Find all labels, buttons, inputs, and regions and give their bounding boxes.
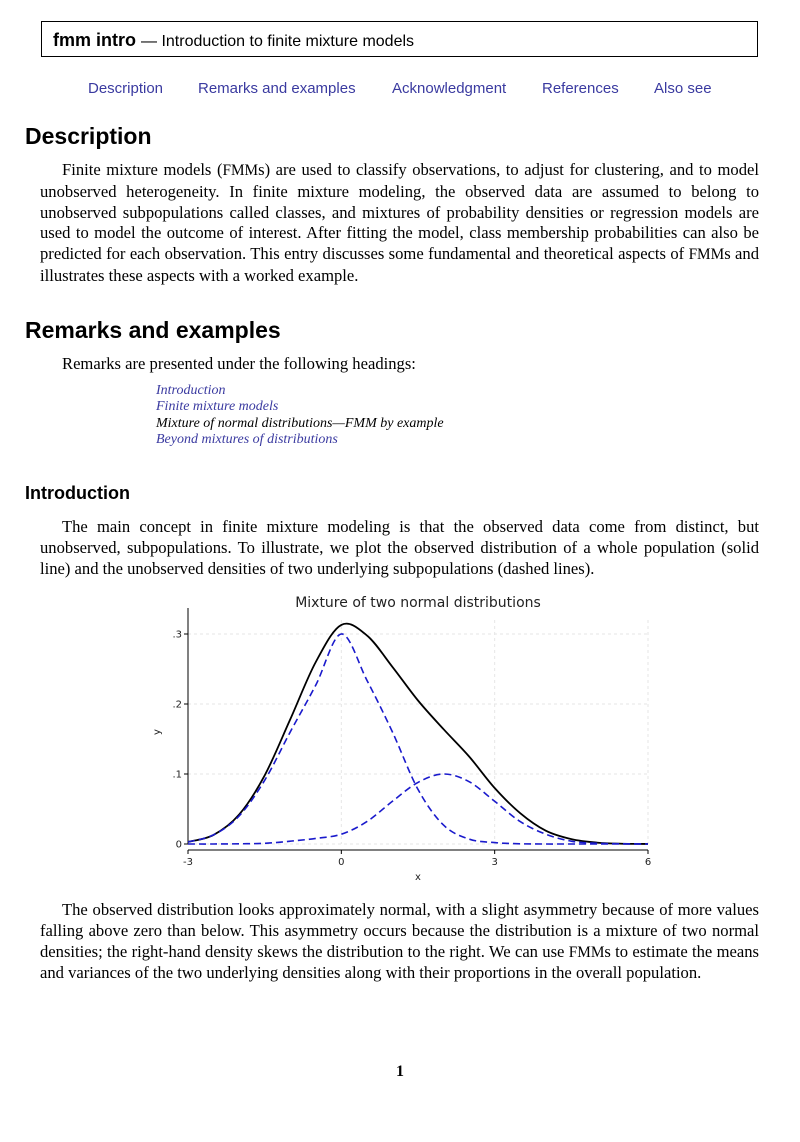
chart-grid bbox=[188, 620, 648, 844]
description-paragraph bbox=[40, 160, 759, 287]
introduction-paragraph-2 bbox=[40, 900, 759, 984]
series-subpopulation-density-line-1 bbox=[188, 634, 648, 844]
heading-link-finite-mixture-models[interactable]: Finite mixture models bbox=[156, 399, 279, 415]
x-tick-label: 0 bbox=[338, 857, 345, 868]
x-axis-label: x bbox=[415, 872, 421, 883]
page-number: 1 bbox=[396, 1063, 404, 1080]
remarks-heading: Remarks and examples bbox=[25, 317, 281, 343]
description-text-2: s) are used to classify observations, to adjust for clustering, and to model unobserved heterogeneity. In finite mixture modeling, the observed data are assumed to belong to unobserved subpopulations called classes, and mixtures of probability densities or regression models are used to model the outcome of interest. After fitting the model, class membership probabilities can also be predicted for each observation. This entry discusses some fundamental and theoretical aspects of bbox=[40, 160, 759, 264]
description-heading: Description bbox=[25, 123, 152, 149]
series-observed-density-line bbox=[188, 624, 648, 844]
nav-link-acknowledgment[interactable]: Acknowledgment bbox=[392, 80, 507, 97]
entry-subtitle: — Introduction to finite mixture models bbox=[141, 33, 415, 50]
nav-link-references[interactable]: References bbox=[542, 80, 619, 97]
introduction-heading: Introduction bbox=[25, 483, 130, 503]
x-tick-label: -3 bbox=[183, 857, 193, 868]
series-subpopulation-density-line-2 bbox=[188, 774, 648, 844]
x-tick-label: 6 bbox=[644, 857, 652, 868]
y-axis-label: y bbox=[152, 729, 163, 735]
introduction-text-2b: s to estimate the means and variances of the two underlying densities along with their proportions in the overall population. bbox=[40, 941, 759, 983]
fmm-abbrev: FMM bbox=[568, 943, 605, 961]
heading-link-beyond-mixtures[interactable]: Beyond mixtures of distributions bbox=[156, 431, 338, 447]
remarks-headings-list bbox=[156, 383, 444, 448]
introduction-paragraph-1 bbox=[40, 517, 759, 579]
entry-title-box bbox=[41, 21, 758, 57]
entry-command: fmm intro bbox=[53, 30, 136, 50]
introduction-text-2a: The observed distribution looks approximately normal, with a slight asymmetry because of more values falling above zero than below. This asymmetry occurs because the distribution is a mixture of two normal densities; the right-hand density skews the distribution to the right. We can use bbox=[40, 900, 759, 961]
y-tick-label: .1 bbox=[172, 769, 182, 781]
fmm-abbrev: FMM bbox=[688, 246, 725, 264]
nav-link-remarks[interactable]: Remarks and examples bbox=[198, 80, 356, 97]
nav-link-description[interactable]: Description bbox=[88, 80, 164, 97]
chart-series bbox=[188, 624, 648, 844]
y-tick-label: .3 bbox=[172, 629, 182, 641]
y-tick-label: .2 bbox=[172, 699, 182, 711]
nav-link-also-see[interactable]: Also see bbox=[654, 80, 712, 97]
y-tick-label: 0 bbox=[175, 839, 182, 851]
x-tick-label: 3 bbox=[491, 857, 498, 868]
remarks-intro bbox=[40, 354, 759, 375]
chart-title: Mixture of two normal distributions bbox=[295, 595, 541, 611]
description-text-1: Finite mixture models ( bbox=[62, 160, 223, 179]
heading-link-introduction[interactable]: Introduction bbox=[156, 383, 226, 398]
entry-title bbox=[53, 30, 414, 51]
remarks-intro-text: Remarks are presented under the following headings: bbox=[62, 354, 416, 373]
fmm-abbrev: FMM bbox=[222, 162, 259, 179]
section-nav bbox=[0, 80, 800, 100]
chart-axes bbox=[172, 608, 651, 868]
description-text-3: s and illustrates these aspects with a worked example. bbox=[40, 244, 759, 285]
introduction-text-1: The main concept in finite mixture modeling is that the observed data come from distinct, but unobserved, subpopulations. To illustrate, we plot the observed distribution of a whole population (solid line) and the unobserved densities of two underlying subpopulations (dashed lines). bbox=[40, 517, 759, 578]
mixture-density-chart bbox=[140, 590, 660, 885]
heading-current-mixture-of-normals: Mixture of normal distributions—FMM by example bbox=[156, 415, 444, 431]
